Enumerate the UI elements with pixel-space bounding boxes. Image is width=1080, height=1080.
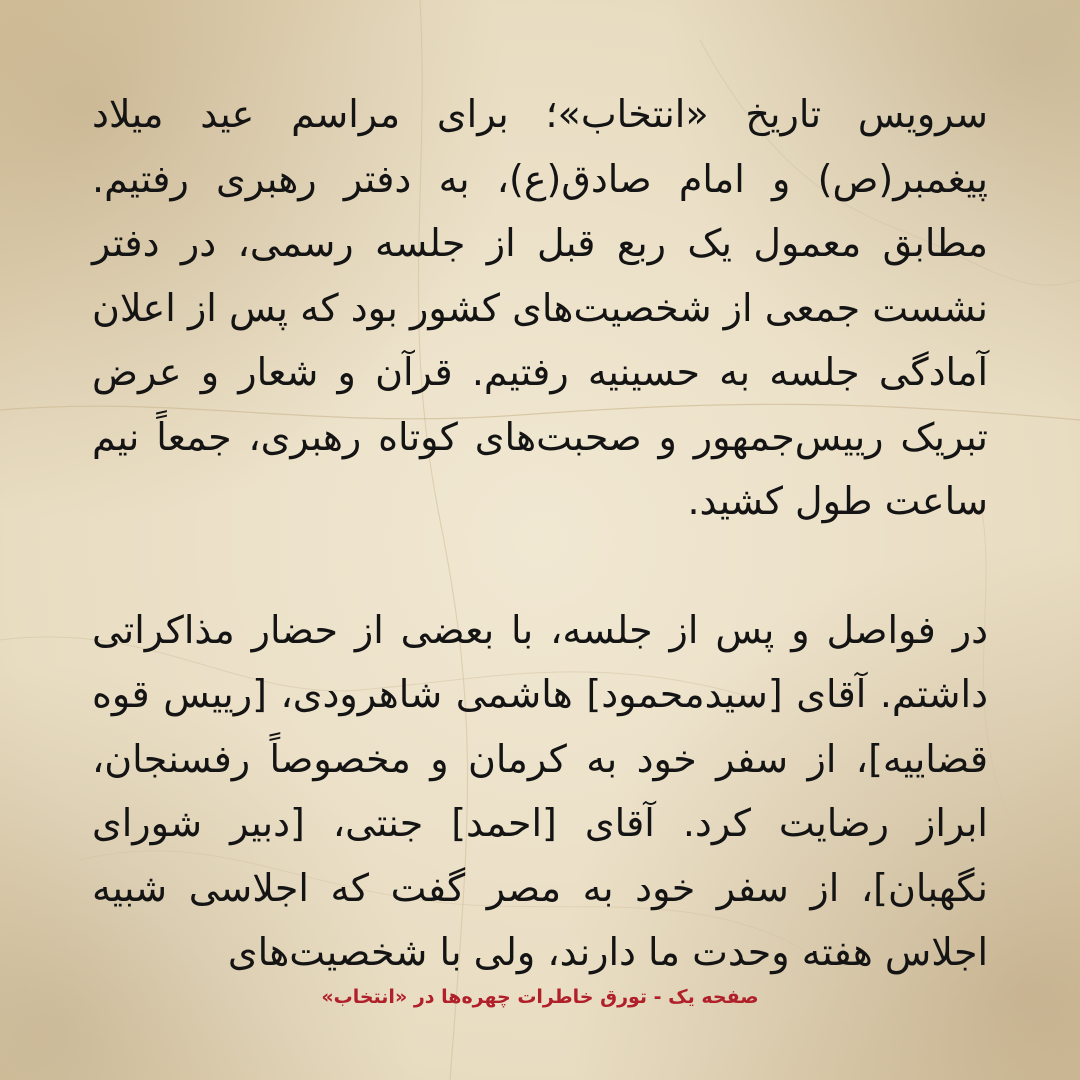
- paragraph-2: در فواصل و پس از جلسه، با بعضی از حضار مذاکراتی داشتم. آقای [سیدمحمود] هاشمی شاهرودی، [رییس قوه قضاییه]، از سفر خود به کرمان و مخصوصاً رفسنجان، ابراز رضایت کرد. آقای [احمد] جنتی، [دبیر شورای نگهبان]، از سفر خود به مصر گفت که اجلاسی شبیه اجلاس هفته وحدت ما دارند، ولی با شخصیت‌های: [92, 607, 988, 974]
- footer-caption: صفحه یک - تورق خاطرات چهره‌ها در «انتخاب»: [321, 986, 759, 1008]
- article-body: [92, 82, 988, 985]
- paragraph-1: سرویس تاریخ «انتخاب»؛ برای مراسم عید میلاد پیغمبر(ص) و امام صادق(ع)، به دفتر رهبری رفتیم. مطابق معمول یک ربع قبل از جلسه رسمی، در دفتر نشست جمعی از شخصیت‌های کشور بود که پس از اعلان آمادگی جلسه به حسینیه رفتیم. قرآن و شعار و عرض تبریک رییس‌جمهور و صحبت‌های کوتاه رهبری، جمعاً نیم ساعت طول کشید.: [92, 92, 988, 523]
